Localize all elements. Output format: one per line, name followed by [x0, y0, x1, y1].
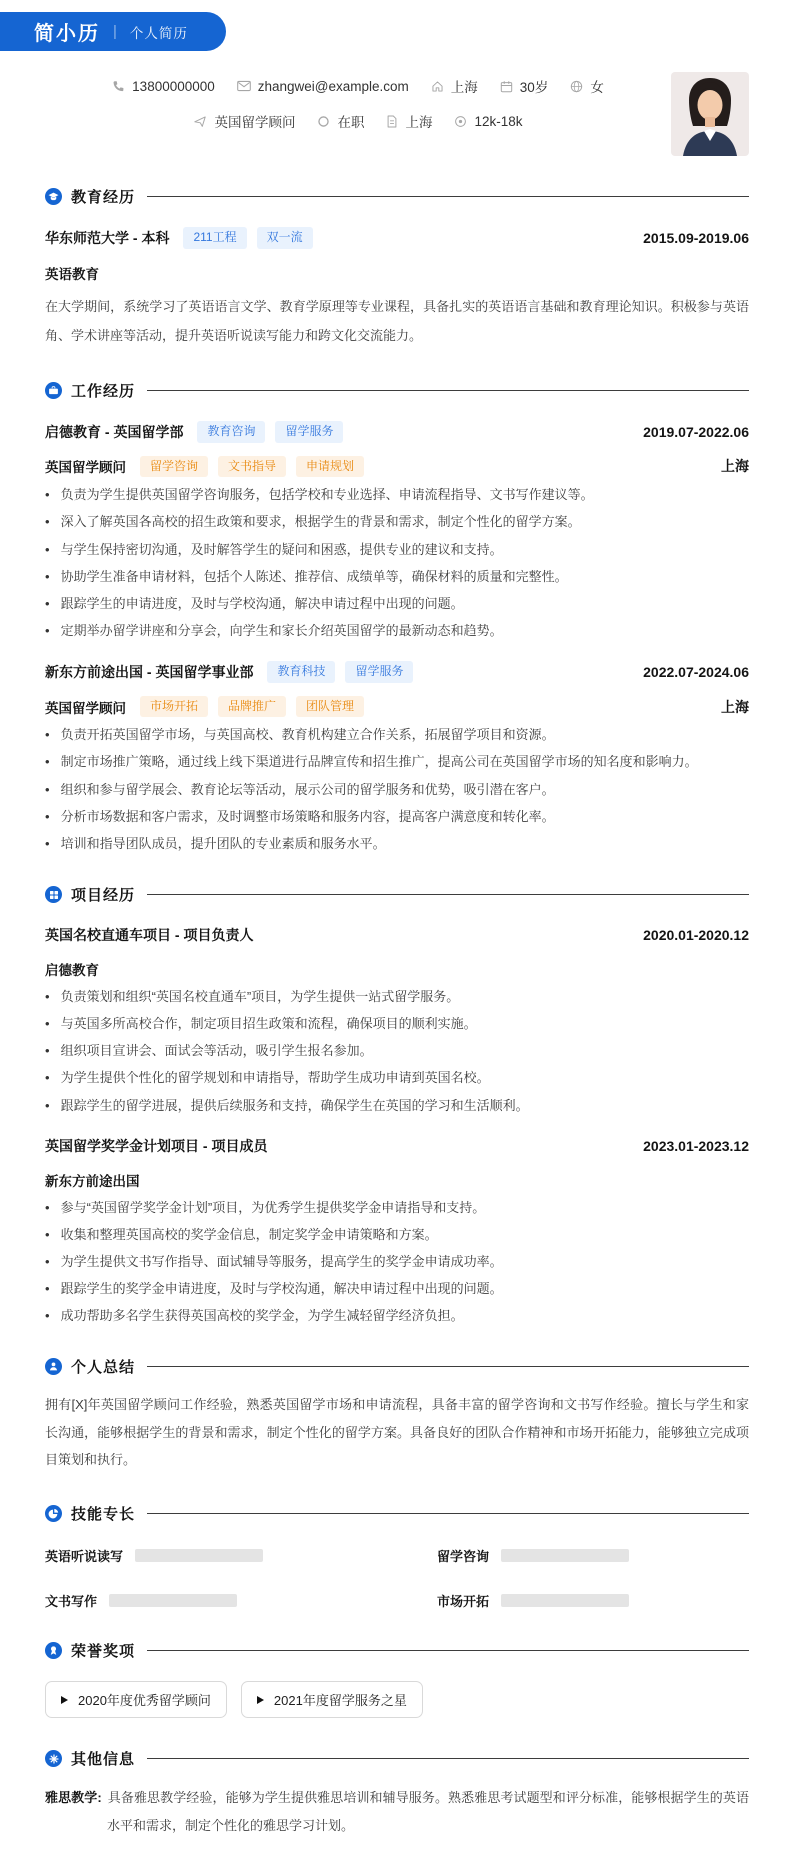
- profile-photo: [671, 72, 749, 156]
- bullet-dot: •: [45, 541, 50, 557]
- bullet-dot: •: [45, 1199, 50, 1215]
- salary-value: 12k-18k: [474, 113, 523, 129]
- role-row: [45, 696, 749, 718]
- bullet-dot: •: [45, 1281, 50, 1297]
- skill-name: 英语听说读写: [45, 1549, 124, 1565]
- brand-banner: [0, 12, 226, 51]
- project-date: 2020.01-2020.12: [643, 927, 749, 944]
- section-education: [45, 186, 749, 350]
- project-name: 英国留学奖学金计划项目 - 项目成员: [45, 1137, 268, 1154]
- skill-item: [45, 1591, 357, 1610]
- contact-row-1: [112, 76, 604, 96]
- section-title: 个人总结: [71, 1359, 136, 1377]
- skill-name: 文书写作: [45, 1594, 98, 1610]
- role-tags: [140, 696, 364, 718]
- bullet-dot: •: [45, 1226, 50, 1242]
- bullet-dot: •: [45, 1097, 50, 1113]
- honor-label: 2020年度优秀留学顾问: [78, 1693, 211, 1709]
- bullet-item: [45, 1279, 749, 1299]
- bullet-dot: •: [45, 1016, 50, 1032]
- location-value: 上海: [450, 80, 478, 95]
- role-tag: 留学咨询: [140, 456, 208, 478]
- project-entry: [45, 925, 749, 1116]
- contact-phone: [112, 79, 215, 94]
- work-entry: [45, 421, 749, 641]
- section-divider-line: [147, 1650, 749, 1651]
- person-icon: [45, 1358, 62, 1375]
- section-work: [45, 380, 749, 854]
- skill-item: [45, 1546, 357, 1565]
- document-icon: [386, 115, 398, 128]
- resume-body: [0, 186, 794, 1863]
- grid-icon: [45, 886, 62, 903]
- status-ring-icon: [317, 115, 330, 128]
- other-info-value: 具备雅思教学经验，能够为学生提供雅思培训和辅导服务。熟悉雅思考试题型和评分标准，能够根据学生的英语水平和需求，制定个性化的雅思学习计划。: [107, 1790, 749, 1833]
- bullet-dot: •: [45, 1070, 50, 1086]
- section-honors: [45, 1640, 749, 1718]
- section-divider-line: [147, 1366, 749, 1367]
- skill-bar-track: [501, 1549, 629, 1562]
- bullet-item: [45, 987, 749, 1007]
- honor-badge[interactable]: [45, 1681, 227, 1718]
- summary-text: 拥有[X]年英国留学顾问工作经验，熟悉英国留学市场和申请流程，具备丰富的留学咨询和文书写作经验。擅长与学生和家长沟通，能够根据学生的背景和需求，制定个性化的留学方案。具备良好的团队合作精神和市场开拓能力，能够独立完成项目策划和执行。: [45, 1397, 749, 1468]
- section-header-work: [45, 380, 749, 401]
- bullet-text: 收集和整理英国高校的奖学金信息，制定奖学金申请策略和方案。: [60, 1226, 438, 1242]
- section-header-summary: [45, 1356, 749, 1377]
- school-tags: [183, 227, 312, 249]
- contact-job-city: [386, 111, 432, 131]
- job-status-value: 在职: [337, 115, 365, 130]
- company-tag: 教育科技: [267, 661, 335, 683]
- role-tag: 市场开拓: [140, 696, 208, 718]
- home-icon: [431, 80, 444, 93]
- project-bullets: [45, 987, 749, 1116]
- bullet-text: 参与“英国留学奖学金计划”项目，为优秀学生提供奖学金申请指导和支持。: [60, 1199, 486, 1215]
- page-title: 个人简历: [129, 25, 188, 41]
- bullet-text: 成功帮助多名学生获得英国高校的奖学金，为学生减轻留学经济负担。: [60, 1308, 464, 1324]
- work-location: 上海: [721, 698, 749, 715]
- project-title-row: [45, 1136, 749, 1156]
- bullet-item: [45, 540, 749, 560]
- bullet-dot: •: [45, 989, 50, 1005]
- bullet-item: [45, 1252, 749, 1272]
- target-icon: [454, 115, 467, 128]
- honor-label: 2021年度留学服务之星: [273, 1693, 407, 1709]
- role-tag: 申请规划: [296, 456, 364, 478]
- contact-block: [45, 72, 671, 131]
- section-divider-line: [147, 1758, 749, 1759]
- project-org: 启德教育: [45, 963, 99, 979]
- bullet-text: 为学生提供个性化的留学规划和申请指导，帮助学生成功申请到英国名校。: [60, 1070, 490, 1086]
- bullet-item: [45, 807, 749, 827]
- briefcase-icon: [45, 382, 62, 399]
- bullet-item: [45, 1014, 749, 1034]
- skill-name: 留学咨询: [437, 1549, 490, 1565]
- bullet-dot: •: [45, 487, 50, 503]
- bullet-item: [45, 485, 749, 505]
- calendar-icon: [500, 80, 513, 93]
- section-divider-line: [147, 196, 749, 197]
- other-info-label: 雅思教学:: [45, 1790, 102, 1806]
- bullet-item: [45, 1068, 749, 1088]
- role-tag: 品牌推广: [218, 696, 286, 718]
- contact-gender: [570, 76, 604, 96]
- job-title-value: 英国留学顾问: [214, 115, 296, 130]
- bullet-item: [45, 1041, 749, 1061]
- role-tag: 团队管理: [296, 696, 364, 718]
- section-projects: [45, 884, 749, 1326]
- bullet-item: [45, 834, 749, 854]
- section-title: 项目经历: [71, 887, 136, 905]
- education-date: 2015.09-2019.06: [643, 229, 749, 246]
- bullet-text: 分析市场数据和客户需求，及时调整市场策略和服务内容，提高客户满意度和转化率。: [60, 808, 555, 824]
- bullet-text: 跟踪学生的奖学金申请进度，及时与学校沟通，解决申请过程中出现的问题。: [60, 1281, 503, 1297]
- work-date: 2019.07-2022.06: [643, 423, 749, 440]
- project-title-row: [45, 925, 749, 945]
- bullet-dot: •: [45, 1308, 50, 1324]
- bullet-text: 组织和参与留学展会、教育论坛等活动，展示公司的留学服务和优势，吸引潜在客户。: [60, 781, 555, 797]
- project-date: 2023.01-2023.12: [643, 1137, 749, 1154]
- bullet-dot: •: [45, 1254, 50, 1269]
- bullet-text: 负责为学生提供英国留学咨询服务，包括学校和专业选择、申请流程指导、文书写作建议等。: [60, 487, 594, 503]
- bullet-text: 定期举办留学讲座和分享会，向学生和家长介绍英国留学的最新动态和趋势。: [60, 622, 503, 638]
- section-skills: [45, 1503, 749, 1610]
- company-row: [45, 661, 749, 683]
- bullet-text: 与英国多所高校合作，制定项目招生政策和流程，确保项目的顺利实施。: [60, 1016, 477, 1032]
- bullet-dot: •: [45, 727, 50, 743]
- section-other: [45, 1748, 749, 1839]
- project-entry: [45, 1136, 749, 1327]
- bullet-item: [45, 621, 749, 641]
- bullet-dot: •: [45, 514, 50, 530]
- honor-badge[interactable]: [241, 1681, 423, 1718]
- company-tag: 留学服务: [275, 421, 343, 443]
- school-tag: 双一流: [257, 227, 313, 249]
- work-entry: [45, 661, 749, 854]
- skill-name: 市场开拓: [437, 1594, 490, 1610]
- contact-row-2: [193, 111, 522, 131]
- section-divider-line: [147, 390, 749, 391]
- section-header-education: [45, 186, 749, 207]
- contact-job-title: [193, 111, 295, 131]
- bullet-text: 深入了解英国各高校的招生政策和要求，根据学生的背景和需求，制定个性化的留学方案。: [60, 514, 581, 530]
- email-icon: [237, 80, 251, 92]
- bullet-item: [45, 567, 749, 587]
- role-tags: [140, 456, 364, 478]
- bullet-dot: •: [45, 595, 50, 611]
- other-info-text: [45, 1784, 749, 1839]
- play-arrow-icon: [257, 1696, 264, 1704]
- app-name: 简小历: [34, 23, 100, 45]
- skill-item: [437, 1591, 749, 1610]
- role-tag: 文书指导: [218, 456, 286, 478]
- bullet-text: 负责策划和组织“英国名校直通车”项目，为学生提供一站式留学服务。: [60, 989, 460, 1005]
- bullet-item: [45, 512, 749, 532]
- contact-location: [431, 76, 478, 96]
- section-title: 技能专长: [71, 1506, 136, 1524]
- honors-list: [45, 1681, 749, 1718]
- bullet-text: 组织项目宣讲会、面试会等活动，吸引学生报名参加。: [60, 1043, 373, 1059]
- bullet-text: 制定市场推广策略，通过线上线下渠道进行品牌宣传和招生推广，提高公司在英国留学市场的知名度和影响力。: [60, 754, 698, 770]
- project-name: 英国名校直通车项目 - 项目负责人: [45, 927, 254, 944]
- section-summary: [45, 1356, 749, 1473]
- bullet-item: [45, 1306, 749, 1326]
- bullet-dot: •: [45, 754, 50, 770]
- bullet-text: 跟踪学生的申请进度，及时与学校沟通，解决申请过程中出现的问题。: [60, 595, 464, 611]
- project-org: 新东方前途出国: [45, 1173, 140, 1189]
- section-title: 其他信息: [71, 1751, 136, 1769]
- bullet-dot: •: [45, 1043, 50, 1059]
- section-title: 荣誉奖项: [71, 1643, 136, 1661]
- bullet-item: [45, 752, 749, 772]
- company-tag: 教育咨询: [197, 421, 265, 443]
- company-name: 启德教育 - 英国留学部: [45, 423, 184, 440]
- section-header-skills: [45, 1503, 749, 1524]
- brand-divider: |: [113, 23, 117, 40]
- school-name: 华东师范大学 - 本科: [45, 229, 170, 246]
- phone-value: 13800000000: [132, 78, 215, 94]
- education-title-row: [45, 227, 749, 249]
- skill-bar-track: [135, 1549, 263, 1562]
- skills-grid: [45, 1546, 749, 1610]
- bullet-item: [45, 1096, 749, 1116]
- job-city-value: 上海: [405, 115, 433, 130]
- medal-icon: [45, 1642, 62, 1659]
- bullet-text: 与学生保持密切沟通，及时解答学生的疑问和困惑，提供专业的建议和支持。: [60, 541, 503, 557]
- company-row: [45, 421, 749, 443]
- section-divider-line: [147, 894, 749, 895]
- section-header-honors: [45, 1640, 749, 1661]
- age-value: 30岁: [519, 80, 549, 95]
- skill-bar-track: [109, 1594, 237, 1607]
- bullet-text: 负责开拓英国留学市场，与英国高校、教育机构建立合作关系，拓展留学项目和资源。: [60, 727, 555, 743]
- bullet-text: 跟踪学生的留学进展，提供后续服务和支持，确保学生在英国的学习和生活顺利。: [60, 1097, 529, 1113]
- email-value: zhangwei@example.com: [257, 78, 409, 94]
- education-entry: [45, 227, 749, 350]
- bullet-dot: •: [45, 568, 50, 584]
- project-bullets: [45, 1198, 749, 1327]
- section-header-other: [45, 1748, 749, 1769]
- company-tags: [267, 661, 413, 683]
- bullet-item: [45, 1225, 749, 1245]
- work-bullets: [45, 725, 749, 854]
- work-bullets: [45, 485, 749, 641]
- work-date: 2022.07-2024.06: [643, 663, 749, 680]
- bullet-item: [45, 780, 749, 800]
- play-arrow-icon: [61, 1696, 68, 1704]
- bullet-dot: •: [45, 781, 50, 797]
- bullet-item: [45, 1198, 749, 1218]
- bullet-item: [45, 594, 749, 614]
- section-title: 教育经历: [71, 189, 136, 206]
- section-header-projects: [45, 884, 749, 905]
- section-divider-line: [147, 1513, 749, 1514]
- education-icon: [45, 188, 62, 205]
- company-tags: [197, 421, 343, 443]
- section-title: 工作经历: [71, 383, 136, 401]
- education-description: 在大学期间，系统学习了英语语言文学、教育学原理等专业课程，具备扎实的英语语言基础和教育理论知识。积极参与英语角、学术讲座等活动，提升英语听说读写能力和跨文化交流能力。: [45, 298, 749, 343]
- bullet-dot: •: [45, 622, 50, 638]
- major-name: 英语教育: [45, 266, 99, 282]
- contact-email: [237, 79, 409, 94]
- contact-salary: [454, 114, 522, 129]
- role-name: 英国留学顾问: [45, 460, 126, 476]
- asterisk-icon: [45, 1750, 62, 1767]
- bullet-dot: •: [45, 808, 50, 824]
- role-row: [45, 456, 749, 478]
- bullet-dot: •: [45, 835, 50, 851]
- pie-chart-icon: [45, 1505, 62, 1522]
- company-name: 新东方前途出国 - 英国留学事业部: [45, 663, 254, 680]
- phone-icon: [112, 80, 125, 93]
- school-tag: 211工程: [183, 227, 246, 249]
- paper-plane-icon: [193, 115, 207, 128]
- contact-age: [500, 76, 549, 96]
- bullet-text: 培训和指导团队成员，提升团队的专业素质和服务水平。: [60, 835, 386, 851]
- gender-value: 女: [590, 80, 604, 95]
- company-tag: 留学服务: [345, 661, 413, 683]
- work-location: 上海: [721, 458, 749, 475]
- skill-item: [437, 1546, 749, 1565]
- bullet-text: 为学生提供文书写作指导、面试辅导等服务，提高学生的奖学金申请成功率。: [60, 1254, 503, 1269]
- role-name: 英国留学顾问: [45, 700, 126, 716]
- gender-icon: [570, 80, 583, 93]
- skill-bar-track: [501, 1594, 629, 1607]
- bullet-item: [45, 725, 749, 745]
- bullet-text: 协助学生准备申请材料，包括个人陈述、推荐信、成绩单等，确保材料的质量和完整性。: [60, 568, 568, 584]
- contact-job-status: [317, 111, 364, 131]
